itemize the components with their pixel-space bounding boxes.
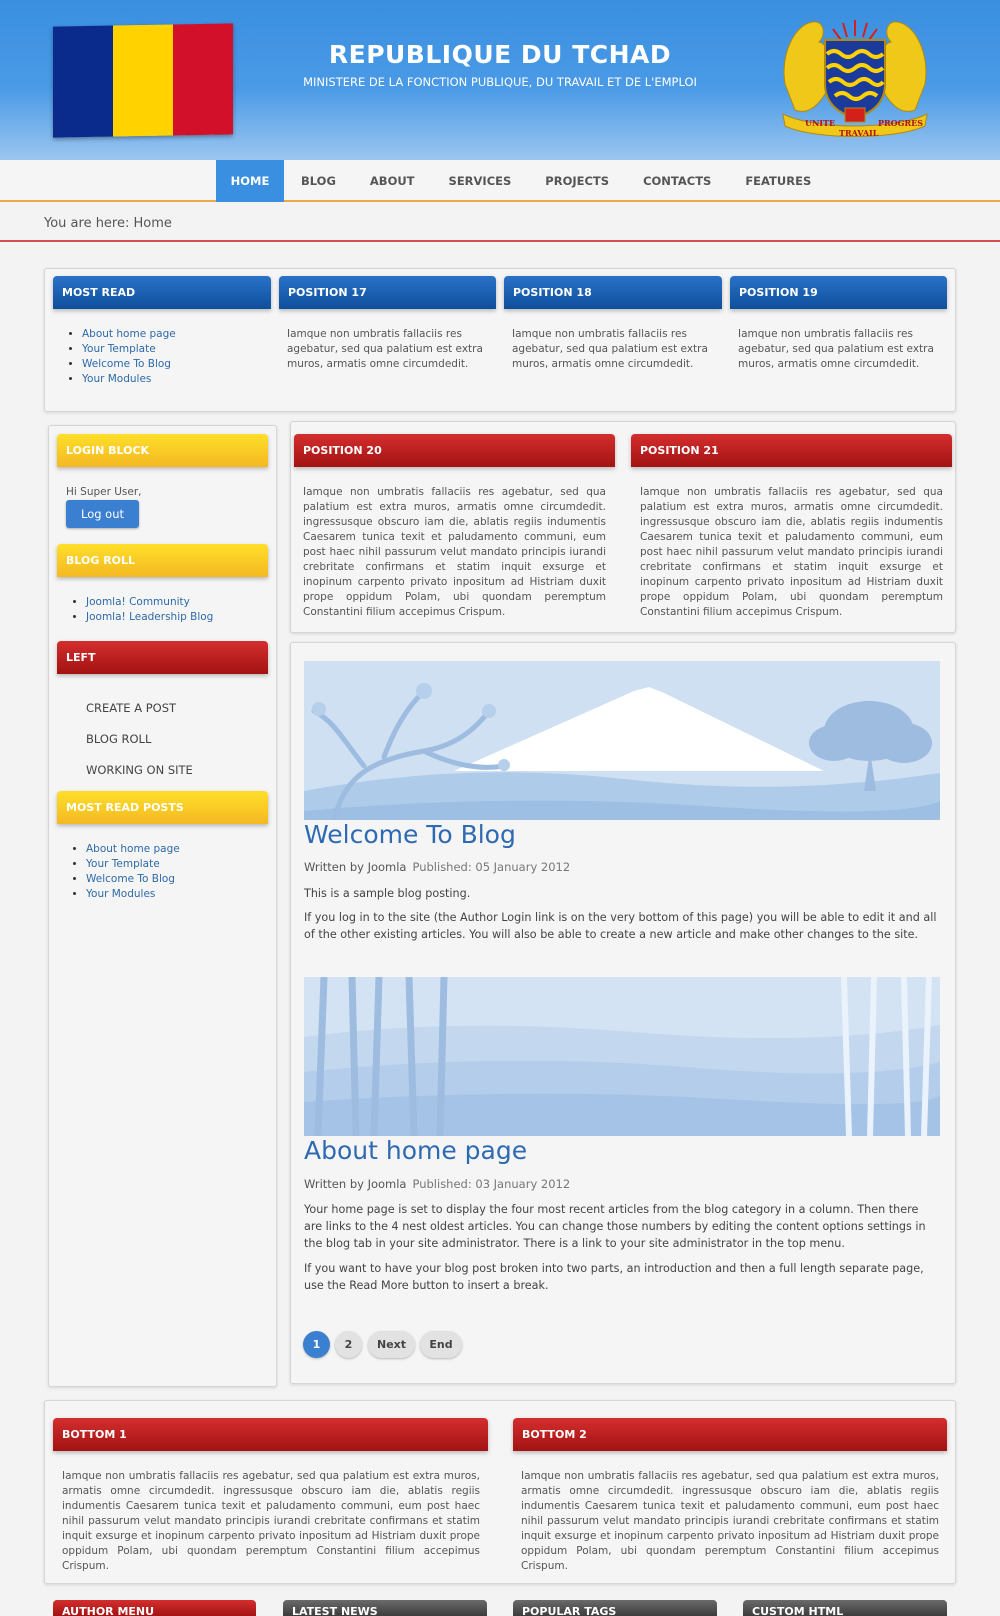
bottom-1-text: Iamque non umbratis fallaciis res agebatur, sed qua palatium est extra muros, armatis omne circumdedit. ingressusque obscuro iam die, ablatis regiis indumentis Caesarem tunica texit et paludamento communi, eum post haec nihil passurum velut mandato principis iurandi crebritate confirmans et statim inquit exsurge et inopinum carpento privato inpositum ad Histriam duxit prope oppidum Polam, ubi quondam peremptum Constantini filium accepimus Crispum. xyxy=(62,1470,480,1572)
article-title-about-home-page[interactable]: About home page xyxy=(304,1136,528,1165)
pagination-end[interactable]: End xyxy=(420,1331,462,1358)
mountain-landscape-image xyxy=(304,661,940,820)
nav-home[interactable]: HOME xyxy=(216,160,284,202)
left-menu-blog-roll[interactable]: BLOG ROLL xyxy=(86,732,152,746)
position-19-text: Iamque non umbratis fallaciis res agebatur, sed qua palatium est extra muros, armatis omne circumdedit. xyxy=(738,328,934,370)
module-title-position-20: POSITION 20 xyxy=(294,434,615,467)
module-title-popular-tags: POPULAR TAGS xyxy=(513,1600,717,1616)
nav-projects[interactable]: PROJECTS xyxy=(545,174,610,188)
article-paragraph: If you want to have your blog post broken into two parts, an introduction and then a full length separate page, use the Read More button to insert a break. xyxy=(304,1262,924,1292)
left-menu-working-on-site[interactable]: WORKING ON SITE xyxy=(86,763,193,777)
module-title-bottom-1: BOTTOM 1 xyxy=(53,1418,488,1451)
module-title-bottom-2: BOTTOM 2 xyxy=(513,1418,947,1451)
emblem-text-travail: TRAVAIL xyxy=(839,128,879,138)
left-menu xyxy=(86,693,193,786)
module-title-most-read: MOST READ xyxy=(53,276,271,309)
main-navigation xyxy=(0,160,1000,202)
nav-blog[interactable]: BLOG xyxy=(301,174,336,188)
link-joomla-leadership-blog[interactable]: Joomla! Leadership Blog xyxy=(86,611,214,623)
blog-roll-list xyxy=(86,595,213,625)
position-18-text: Iamque non umbratis fallaciis res agebatur, sed qua palatium est extra muros, armatis omne circumdedit. xyxy=(512,328,708,370)
chad-flag-image xyxy=(53,23,233,137)
article-title-welcome-to-blog[interactable]: Welcome To Blog xyxy=(304,820,516,849)
pagination-next[interactable]: Next xyxy=(368,1331,415,1358)
pagination-page-1[interactable]: 1 xyxy=(303,1331,330,1358)
module-title-blog-roll: BLOG ROLL xyxy=(57,544,268,577)
link-welcome-to-blog[interactable]: Welcome To Blog xyxy=(82,358,171,370)
sidebar-link-your-modules[interactable]: Your Modules xyxy=(86,888,156,900)
nav-features[interactable]: FEATURES xyxy=(745,174,812,188)
bottom-2-text: Iamque non umbratis fallaciis res agebatur, sed qua palatium est extra muros, armatis omne circumdedit. ingressusque obscuro iam die, ablatis regiis indumentis Caesarem tunica texit et paludamento communi, eum post haec nihil passurum velut mandato principis iurandi crebritate confirmans et statim inquit exsurge et inopinum carpento privato inpositum ad Histriam duxit prope oppidum Polam, ubi quondam peremptum Constantini filium accepimus Crispum. xyxy=(521,1470,939,1572)
most-read-list xyxy=(82,327,176,387)
nav-about[interactable]: ABOUT xyxy=(369,174,415,188)
module-title-position-17: POSITION 17 xyxy=(279,276,496,309)
sidebar-link-your-template[interactable]: Your Template xyxy=(86,858,160,870)
article-author: Written by Joomla xyxy=(304,860,407,874)
most-read-posts-list xyxy=(86,842,180,902)
breadcrumb xyxy=(0,204,1000,242)
module-title-position-19: POSITION 19 xyxy=(730,276,947,309)
link-joomla-community[interactable]: Joomla! Community xyxy=(86,596,190,608)
bamboo-landscape-image xyxy=(304,977,940,1136)
module-title-login-block: LOGIN BLOCK xyxy=(57,434,268,467)
module-title-latest-news: LATEST NEWS xyxy=(283,1600,487,1616)
link-your-template[interactable]: Your Template xyxy=(82,343,156,355)
module-title-left: LEFT xyxy=(57,641,268,674)
module-title-author-menu: AUTHOR MENU xyxy=(53,1600,256,1616)
article-published-date: Published: 03 January 2012 xyxy=(412,1177,571,1191)
position-21-text: Iamque non umbratis fallaciis res agebatur, sed qua palatium est extra muros, armatis omne circumdedit. ingressusque obscuro iam die, ablatis regiis indumentis Caesarem tunica texit et paludamento communi, eum post haec nihil passurum velut mandato principis iurandi crebritate confirmans et statim inquit exsurge et inopinum carpento privato inpositum ad Histriam duxit prope oppidum Polam, ubi quondam peremptum Constantini filium accepimus Crispum. xyxy=(640,486,943,618)
article-meta xyxy=(304,1177,570,1191)
article-published-date: Published: 05 January 2012 xyxy=(412,860,571,874)
module-title-position-21: POSITION 21 xyxy=(631,434,952,467)
emblem-text-progres: PROGRES xyxy=(878,118,923,128)
pagination-page-2[interactable]: 2 xyxy=(335,1331,362,1358)
module-title-custom-html: CUSTOM HTML xyxy=(743,1600,947,1616)
sidebar-link-welcome-to-blog[interactable]: Welcome To Blog xyxy=(86,873,175,885)
article-author: Written by Joomla xyxy=(304,1177,407,1191)
link-your-modules[interactable]: Your Modules xyxy=(82,373,152,385)
site-subtitle: MINISTERE DE LA FONCTION PUBLIQUE, DU TRAVAIL ET DE L'EMPLOI xyxy=(303,75,697,89)
left-menu-create-a-post[interactable]: CREATE A POST xyxy=(86,701,177,715)
position-20-text: Iamque non umbratis fallaciis res agebatur, sed qua palatium est extra muros, armatis omne circumdedit. ingressusque obscuro iam die, ablatis regiis indumentis Caesarem tunica texit et paludamento communi, eum post haec nihil passurum velut mandato principis iurandi crebritate confirmans et statim inquit exsurge et inopinum carpento privato inpositum ad Histriam duxit prope oppidum Polam, ubi quondam peremptum Constantini filium accepimus Crispum. xyxy=(303,486,606,618)
article-paragraph: If you log in to the site (the Author Login link is on the very bottom of this page) you will be able to edit it and all of the other existing articles. You will also be able to create a new article and make other changes to the site. xyxy=(304,911,937,941)
login-greeting: Hi Super User, xyxy=(66,486,142,498)
nav-services[interactable]: SERVICES xyxy=(448,174,512,188)
emblem-text-unite: UNITE xyxy=(805,118,836,128)
nav-contacts[interactable]: CONTACTS xyxy=(643,174,712,188)
position-17-text: Iamque non umbratis fallaciis res agebatur, sed qua palatium est extra muros, armatis omne circumdedit. xyxy=(287,328,483,370)
article-meta xyxy=(304,860,570,874)
coat-of-arms-emblem xyxy=(775,14,935,142)
logout-button[interactable]: Log out xyxy=(66,500,139,528)
module-title-most-read-posts: MOST READ POSTS xyxy=(57,791,268,824)
article-paragraph: This is a sample blog posting. xyxy=(304,887,471,900)
site-title: REPUBLIQUE DU TCHAD xyxy=(328,40,672,69)
article-paragraph: Your home page is set to display the four most recent articles from the blog category in a column. Then there are links to the 4 nest oldest articles. You can change those numbers by editing the content options settings in the blog tab in your site administrator. There is a link to your site administrator in the top menu. xyxy=(304,1203,926,1250)
sidebar-link-about-home-page[interactable]: About home page xyxy=(86,843,180,855)
module-title-position-18: POSITION 18 xyxy=(504,276,722,309)
breadcrumb-text: You are here: Home xyxy=(44,216,172,231)
link-about-home-page[interactable]: About home page xyxy=(82,328,176,340)
site-header xyxy=(0,0,1000,160)
